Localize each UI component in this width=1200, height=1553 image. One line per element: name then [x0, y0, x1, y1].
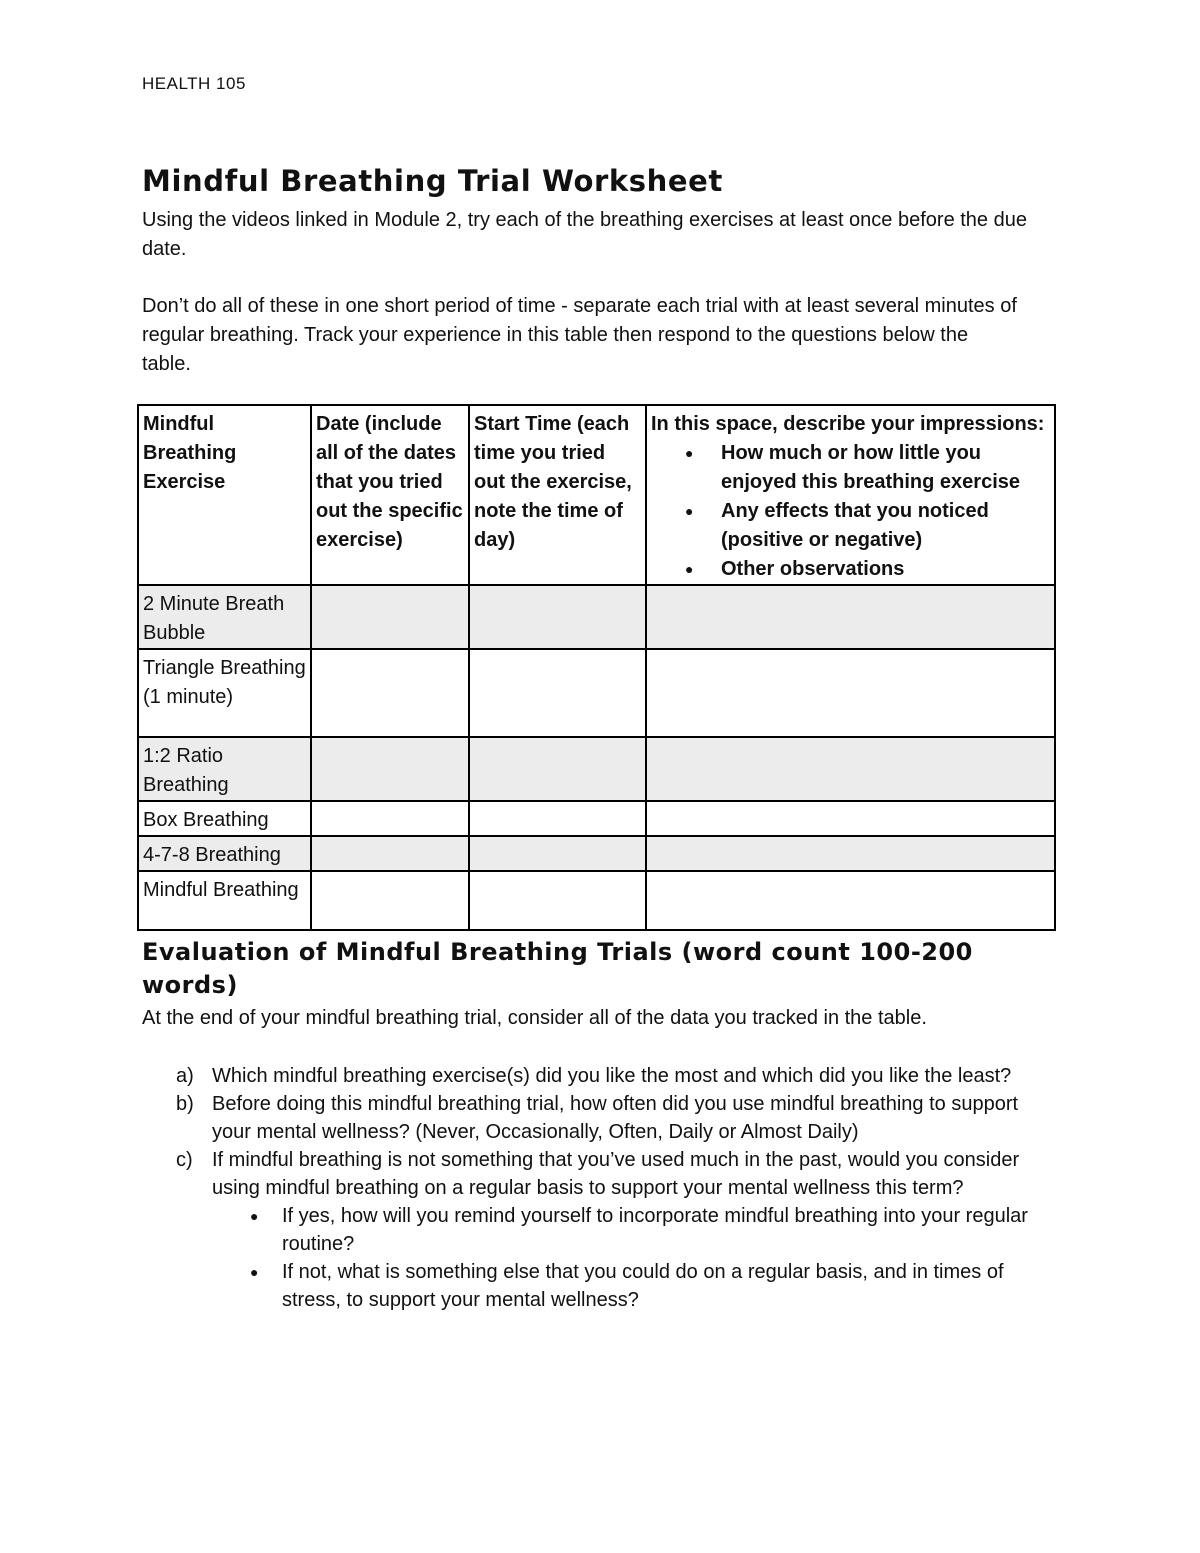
question-label: b)	[176, 1093, 194, 1115]
question-text: If mindful breathing is not something that you’ve used much in the past, would you consider using mindful breathing on a regular basis to support your mental wellness this term?	[212, 1149, 1020, 1199]
impressions-cell[interactable]	[646, 801, 1055, 836]
intro-paragraph-2: Don’t do all of these in one short period of time - separate each trial with at least several minutes of regular breathing. Track your experience in this table then respond to the questions below the table.	[142, 295, 1017, 375]
impressions-bullet: ● Other observations	[721, 555, 1050, 584]
date-cell[interactable]	[311, 801, 469, 836]
exercise-cell: 4-7-8 Breathing	[138, 836, 311, 871]
course-header: HEALTH 105	[142, 74, 246, 93]
impressions-bullet: ● Any effects that you noticed (positive or negative)	[721, 497, 1050, 555]
question-item	[142, 1146, 1042, 1202]
question-label: c)	[176, 1149, 193, 1171]
table-row	[138, 737, 1055, 801]
date-cell[interactable]	[311, 737, 469, 801]
date-cell[interactable]	[311, 836, 469, 871]
start-time-cell[interactable]	[469, 801, 646, 836]
exercise-cell: 1:2 Ratio Breathing	[138, 737, 311, 801]
page-title: Mindful Breathing Trial Worksheet	[142, 164, 723, 198]
question-text: Which mindful breathing exercise(s) did you like the most and which did you like the least?	[212, 1065, 1012, 1087]
table-row	[138, 801, 1055, 836]
sub-bullet-item	[142, 1258, 1042, 1314]
exercise-cell: Triangle Breathing (1 minute)	[138, 649, 311, 737]
question-text: Before doing this mindful breathing trial, how often did you use mindful breathing to support your mental wellness? (Never, Occasionally, Often, Daily or Almost Daily)	[212, 1093, 1019, 1143]
impressions-cell[interactable]	[646, 585, 1055, 649]
exercise-cell: Mindful Breathing	[138, 871, 311, 930]
impressions-intro: In this space, describe your impressions:	[651, 413, 1045, 435]
exercise-cell: 2 Minute Breath Bubble	[138, 585, 311, 649]
impressions-cell[interactable]	[646, 737, 1055, 801]
impressions-cell[interactable]	[646, 649, 1055, 737]
sub-bullet-text: If not, what is something else that you could do on a regular basis, and in times of stress, to support your mental wellness?	[282, 1261, 1004, 1311]
impressions-cell[interactable]	[646, 871, 1055, 930]
header-exercise: Mindful Breathing Exercise	[138, 405, 311, 585]
date-cell[interactable]	[311, 649, 469, 737]
header-start-time: Start Time (each time you tried out the exercise, note the time of day)	[469, 405, 646, 585]
evaluation-intro: At the end of your mindful breathing trial, consider all of the data you tracked in the table.	[142, 1007, 927, 1029]
bullet-icon: ●	[250, 1208, 259, 1224]
table-row	[138, 836, 1055, 871]
date-cell[interactable]	[311, 871, 469, 930]
table-header-row	[138, 405, 1055, 585]
question-item	[142, 1062, 1042, 1090]
sub-bullet-text: If yes, how will you remind yourself to incorporate mindful breathing into your regular routine?	[282, 1205, 1028, 1255]
exercise-cell: Box Breathing	[138, 801, 311, 836]
impressions-bullet: ● How much or how little you enjoyed this breathing exercise	[721, 439, 1050, 497]
table-row	[138, 871, 1055, 930]
start-time-cell[interactable]	[469, 871, 646, 930]
breathing-trial-table	[137, 404, 1056, 931]
table-row	[138, 649, 1055, 737]
table-row	[138, 585, 1055, 649]
header-impressions	[646, 405, 1055, 585]
evaluation-question-list	[142, 1062, 1042, 1314]
start-time-cell[interactable]	[469, 737, 646, 801]
bullet-icon: ●	[250, 1264, 259, 1280]
start-time-cell[interactable]	[469, 649, 646, 737]
header-date: Date (include all of the dates that you tried out the specific exercise)	[311, 405, 469, 585]
date-cell[interactable]	[311, 585, 469, 649]
start-time-cell[interactable]	[469, 585, 646, 649]
question-label: a)	[176, 1065, 194, 1087]
sub-bullet-item	[142, 1202, 1042, 1258]
start-time-cell[interactable]	[469, 836, 646, 871]
question-item	[142, 1090, 1042, 1146]
intro-paragraph-1: Using the videos linked in Module 2, try each of the breathing exercises at least once before the due date.	[142, 209, 1027, 260]
evaluation-title: Evaluation of Mindful Breathing Trials (word count 100-200 words)	[142, 938, 973, 999]
impressions-bullet-list	[651, 439, 1050, 584]
impressions-cell[interactable]	[646, 836, 1055, 871]
